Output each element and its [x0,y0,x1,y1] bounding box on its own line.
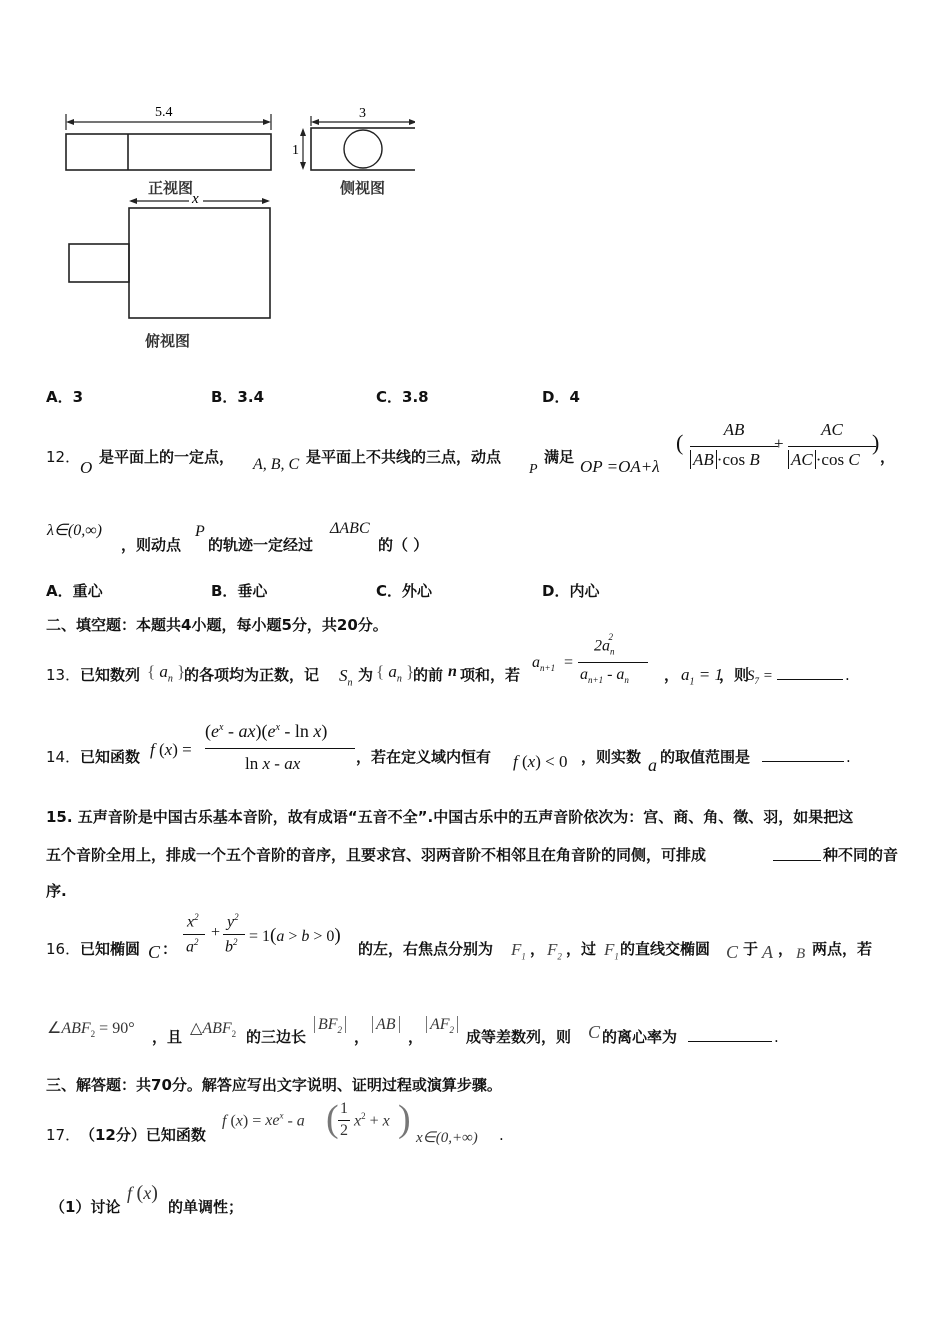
q16-text-14: 成等差数列，则 [466,1028,572,1046]
q17-period: . [499,1126,504,1144]
q14-inequality: f (x) < 0 [513,752,568,771]
top-view [69,191,270,318]
q16-b: B [796,946,806,962]
q17-sub1-text-2: 的单调性； [168,1198,244,1216]
q17-function: f $(x) = xe^x - a$ ( 1 2 $x^2 + x$ ) [222,1098,411,1140]
q15-line-2a: 五个音阶全用上，排成一个五个音阶的音序，且要求宫、羽两音阶不相邻且在角音阶的同侧，可排成 [46,846,707,864]
q16-period: . [774,1028,779,1046]
q12-text-2: 是平面上不共线的三点，动点 [306,448,502,466]
q12-option-b: B．垂心 [211,582,268,600]
q16-number: 16． [46,940,81,958]
q11-option-a: A．3 [46,388,84,406]
q12-equation-left: OP =OA+λ [580,457,660,476]
q13-text-2: 的各项均为正数，记 [184,666,320,684]
q15-line-1: 15. 五声音阶是中国古乐基本音阶，故有成语“五音不全”.中国古乐中的五声音阶依次为：宫、商、角、徵、羽，如果把这 [46,808,854,826]
q16-text-15: 的离心率为 [602,1028,678,1046]
front-view-caption: 正视图 [148,179,194,197]
q16-text-11: 的三边长 [246,1028,307,1046]
q12-text-1: 是平面上的一定点， [99,448,235,466]
q12-option-c: C．外心 [376,582,433,600]
q16-ab: AB [372,1016,400,1034]
q12-points-abc: A, B, C [253,456,300,473]
q12-triangle: ΔABC [330,520,370,537]
q16-af2: $AF_2$ [426,1016,458,1035]
q16-text-8: ， [778,940,794,958]
q16-c-3: C [588,1022,601,1042]
q13-text-5: 项和，若 [460,666,521,684]
q16-c: C [148,942,161,962]
front-view [66,105,271,170]
q12-text-3: 满足 [544,448,575,466]
q14-number: 14． [46,748,81,766]
q17-number: 17． [46,1126,81,1144]
q13-recurrence: $a_{n+1}$ = $2a_n^2$ $a_{n+1} - a_n$ [532,636,652,696]
q13-sum-sn: $S_n$ [339,666,353,689]
q13-text-6: ， [664,666,680,684]
q13-text-1: 已知数列 [80,666,141,684]
q16-c-2: C [726,942,739,962]
q12-option-d: D．内心 [542,582,600,600]
q13-answer-blank[interactable] [777,665,843,680]
q13-sequence-an: { $a_n$ } [147,662,186,685]
q14-answer-blank[interactable] [762,747,844,762]
q11-option-c: C．3.8 [376,388,429,406]
q16-text-4: ， [530,940,546,958]
q13-sequence-an-2: { $a_n$ } [376,662,415,685]
q16-text-1: 已知椭圆 [80,940,141,958]
q16-text-13: ， [408,1028,424,1046]
q12-option-a: A．重心 [46,582,103,600]
q16-text-7: 于 [743,940,759,958]
q17-text-1: （12分）已知函数 [80,1126,206,1144]
q11-option-b: B．3.4 [211,388,265,406]
q16-text-9: 两点，若 [812,940,873,958]
q13-number: 13． [46,666,81,684]
q12-point-o: O [80,458,93,477]
top-length-label: x [192,191,199,207]
section-3-heading: 三、解答题：共70分。解答应写出文字说明、证明过程或演算步骤。 [46,1076,502,1094]
q17-sub1-fx: f (x) [127,1182,158,1204]
q12-point-p-2: P [195,523,205,540]
q16-f1: $F_1$ [511,940,526,962]
q13-initial: $a_1 = 1$ [681,665,723,688]
three-view-figure [55,100,415,355]
q14-text-1: 已知函数 [80,748,141,766]
q16-angle: $\angle ABF_2 = 90^\circ$ [47,1020,135,1040]
front-length-label: 5.4 [155,105,173,120]
q16-text-6: 的直线交椭圆 [620,940,711,958]
q14-a: a [648,755,657,775]
q15-line-2b: 种不同的音 [823,846,899,864]
q16-f2: $F_2$ [547,940,562,962]
q14-text-3: ，则实数 [581,748,642,766]
q16-bf2: $BF_2$ [314,1016,346,1035]
q16-text-10: ，且 [152,1028,183,1046]
q16-text-3: 的左，右焦点分别为 [358,940,494,958]
side-view-caption: 侧视图 [340,179,386,197]
q12-text-6: 的轨迹一定经过 [208,536,314,554]
q12-text-5: ，则动点 [121,536,182,554]
q13-n: n [448,663,457,680]
q16-answer-blank[interactable] [688,1027,772,1042]
q12-point-p: P [529,462,538,477]
side-view [292,106,415,170]
side-height-label: 1 [292,143,299,158]
q14-text-4: 的取值范围是 [660,748,751,766]
q15-answer-blank[interactable] [773,846,821,861]
q13-text-3: 为 [358,666,374,684]
q14-text-2: ，若在定义域内恒有 [356,748,492,766]
q14-function: f (x) = $(e^x - ax)(e^x$ - ln x) ln x - ax [150,718,360,778]
q13-text-7: ，则 [719,666,750,684]
q16-text-12: ， [354,1028,370,1046]
section-2-heading: 二、填空题：本题共4小题，每小题5分，共20分。 [46,616,388,634]
q12-text-7: 的（ ） [378,536,429,554]
q16-f1-2: $F_1$ [604,940,619,962]
q12-lambda-range: λ∈(0,∞) [47,522,102,539]
q12-text-4: ， [880,448,896,466]
q13-text-4: 的前 [413,666,444,684]
q11-option-d: D．4 [542,388,580,406]
q13-s7: $S_7$ = [747,668,773,686]
top-view-caption: 俯视图 [145,332,191,350]
q15-line-3: 序. [46,882,67,900]
q17-domain: x∈(0,+∞) [416,1130,478,1146]
q16-ellipse-equation: $x^2$ $a^2$ + $y^2$ $b^2$ = 1(a > b > 0) [183,912,363,972]
q13-period: . [845,666,850,684]
q16-a: A [762,942,773,962]
q16-text-2: ： [162,940,178,958]
q17-sub1-text-1: （1）讨论 [50,1198,121,1216]
side-length-label: 3 [359,106,366,121]
q16-triangle: $\triangle ABF_2$ [190,1020,237,1040]
q16-text-5: ，过 [566,940,597,958]
q12-number: 12． [46,448,81,466]
q14-period: . [846,748,851,766]
